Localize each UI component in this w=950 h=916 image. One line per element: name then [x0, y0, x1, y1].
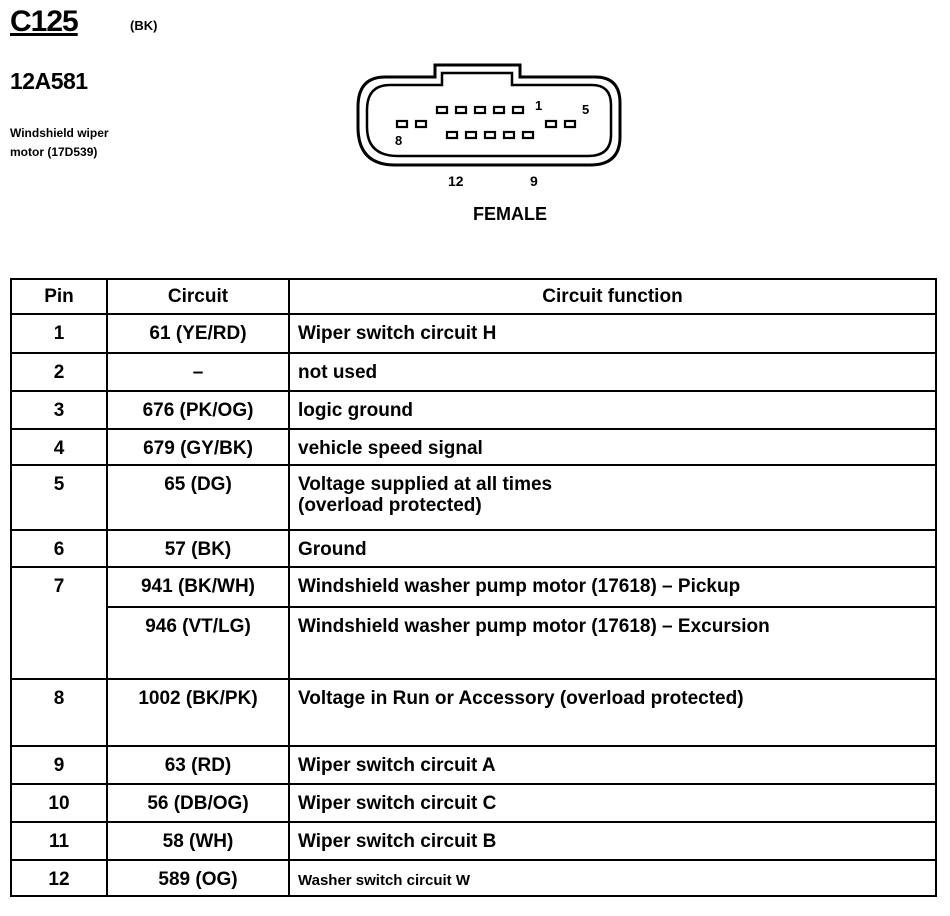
- function-cell: logic ground: [289, 391, 936, 429]
- function-cell: Wiper switch circuit C: [289, 784, 936, 822]
- pin-cell: 3: [11, 391, 107, 429]
- diagram-pin-label-8: 8: [395, 133, 403, 148]
- pin-cell: 12: [11, 860, 107, 896]
- circuit-cell: 946 (VT/LG): [107, 607, 289, 679]
- circuit-cell: 679 (GY/BK): [107, 429, 289, 465]
- terminal-row-bottom: [447, 132, 533, 138]
- diagram-pin-label-1: 1: [535, 98, 543, 113]
- table-row: [11, 822, 936, 860]
- function-cell: Windshield washer pump motor (17618) – Excursion: [289, 607, 936, 679]
- function-cell: Windshield washer pump motor (17618) – Pickup: [289, 567, 936, 607]
- header-pin: Pin: [11, 279, 107, 314]
- circuit-cell: 65 (DG): [107, 465, 289, 530]
- diagram-pin-label-9: 9: [530, 173, 538, 189]
- pin-cell: 11: [11, 822, 107, 860]
- table-row: [11, 607, 936, 679]
- function-cell: [289, 860, 936, 896]
- circuit-cell: –: [107, 353, 289, 391]
- pin-cell: 2: [11, 353, 107, 391]
- function-cell: Wiper switch circuit B: [289, 822, 936, 860]
- terminal-row-left: [397, 121, 426, 127]
- pin-cell: 6: [11, 530, 107, 567]
- connector-inner-shell: [367, 73, 611, 156]
- diagram-pin-label-5: 5: [582, 102, 590, 117]
- circuit-cell: 57 (BK): [107, 530, 289, 567]
- table-row: [11, 314, 936, 353]
- terminal-row-top: [437, 107, 523, 113]
- table-row: [11, 465, 936, 530]
- circuit-cell: 63 (RD): [107, 746, 289, 784]
- diagram-pin-label-12: 12: [448, 173, 464, 189]
- component-description-line2: motor (17D539): [10, 145, 98, 159]
- table-row: [11, 391, 936, 429]
- circuit-cell: 1002 (BK/PK): [107, 679, 289, 746]
- connector-color: (BK): [130, 18, 158, 33]
- function-cell: Voltage in Run or Accessory (overload protected): [289, 679, 936, 746]
- function-text: Washer switch circuit W: [298, 872, 470, 889]
- table-row: [11, 429, 936, 465]
- header-circuit-function: Circuit function: [289, 279, 936, 314]
- table-row: [11, 530, 936, 567]
- header-circuit: Circuit: [107, 279, 289, 314]
- table-row: [11, 860, 936, 896]
- function-line2: (overload protected): [298, 495, 482, 516]
- component-description-line1: Windshield wiper: [10, 126, 109, 140]
- table-header-row: [11, 279, 936, 314]
- table-row: [11, 567, 936, 607]
- pin-cell: 4: [11, 429, 107, 465]
- function-cell: [289, 465, 936, 530]
- pin-cell: 9: [11, 746, 107, 784]
- pin-cell: 7: [11, 567, 107, 679]
- circuit-cell: 56 (DB/OG): [107, 784, 289, 822]
- table-row: [11, 679, 936, 746]
- pin-cell: 1: [11, 314, 107, 353]
- function-cell: Wiper switch circuit H: [289, 314, 936, 353]
- circuit-cell: 61 (YE/RD): [107, 314, 289, 353]
- terminal-row-right: [546, 121, 575, 127]
- table-row: [11, 784, 936, 822]
- table-row: [11, 746, 936, 784]
- connector-outer-shell: [358, 65, 620, 165]
- pin-cell: 8: [11, 679, 107, 746]
- function-cell: vehicle speed signal: [289, 429, 936, 465]
- connector-gender-label: FEMALE: [473, 204, 547, 224]
- function-cell: not used: [289, 353, 936, 391]
- connector-id: C125: [10, 5, 78, 38]
- pin-cell: 5: [11, 465, 107, 530]
- circuit-cell: 589 (OG): [107, 860, 289, 896]
- pin-cell: 10: [11, 784, 107, 822]
- circuit-cell: 676 (PK/OG): [107, 391, 289, 429]
- part-number: 12A581: [10, 68, 88, 94]
- table-row: [11, 353, 936, 391]
- function-cell: Wiper switch circuit A: [289, 746, 936, 784]
- circuit-cell: 941 (BK/WH): [107, 567, 289, 607]
- pinout-table: [10, 278, 937, 897]
- function-cell: Ground: [289, 530, 936, 567]
- connector-face-diagram: [350, 55, 630, 195]
- circuit-cell: 58 (WH): [107, 822, 289, 860]
- function-line1: Voltage supplied at all times: [298, 474, 553, 495]
